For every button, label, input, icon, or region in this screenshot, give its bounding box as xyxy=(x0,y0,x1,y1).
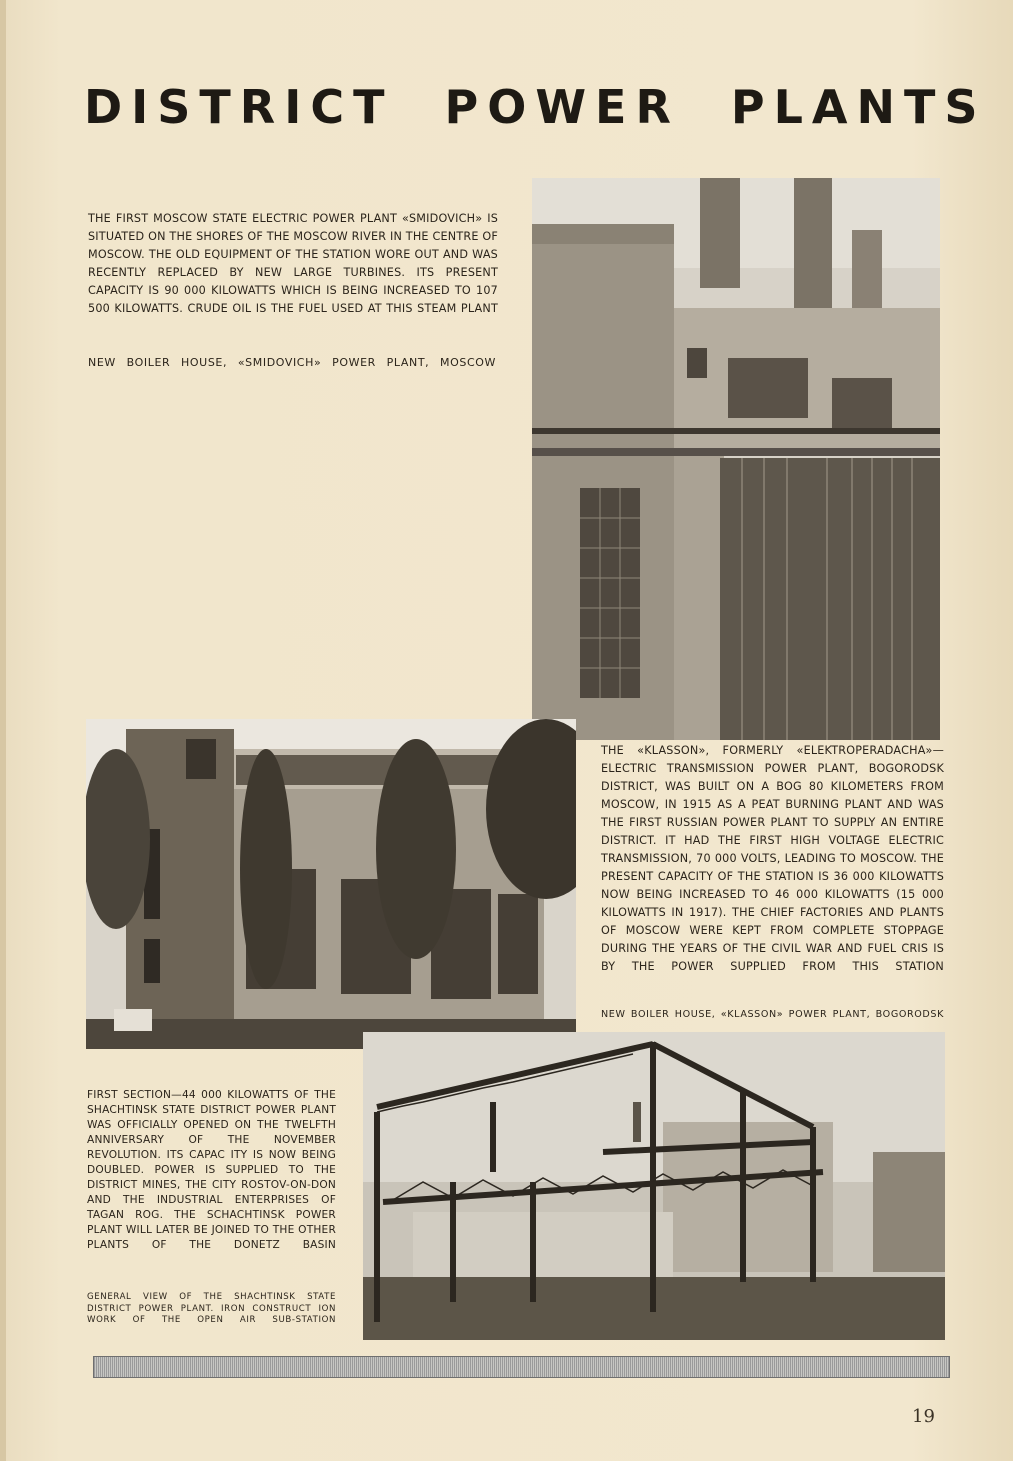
klasson-caption: NEW BOILER HOUSE, «KLASSON» POWER PLANT, BOGORODSK xyxy=(601,1009,944,1020)
klasson-description: THE «KLASSON», FORMERLY «ELEKTROPERADACHA»— ELECTRIC TRANSMISSION POWER PLANT, BOGORODSK DISTRICT, WAS BUILT ON A BOG 80 KILOMETERS FROM MOSCOW, IN 1915 AS A PEAT BURNING PLANT AND WAS THE FIRST RUSSIAN POWER PLANT TO SUPPLY AN ENTIRE DISTRICT. IT HAD THE FIRST HIGH VOLTAGE ELECTRIC TRANSMISSION, 70 000 VOLTS, LEADING TO MOSCOW. THE PRESENT CAPACITY OF THE STATION IS 36 000 KILOWATTS NOW BEING INCREASED TO 46 000 KILOWATTS (15 000 KILOWATTS IN 1917). THE CHIEF FACTORIES AND PLANTS OF MOSCOW WERE KEPT FROM COMPLETE STOPPAGE DURING THE YEARS OF THE CIVIL WAR AND FUEL CRIS IS BY THE POWER SUPPLIED FROM THIS STATION xyxy=(601,744,944,973)
klasson-boiler-house-photo xyxy=(86,719,576,1049)
shachtinsk-description: FIRST SECTION—44 000 KILOWATTS OF THE SHACHTINSK STATE DISTRICT POWER PLANT WAS OFFICIALLY OPENED ON THE TWELFTH ANNIVERSARY OF THE NOVEMBER REVOLUTION. ITS CAPAC ITY IS NOW BEING DOUBLED. POWER IS SUPPLIED TO THE DISTRICT MINES, THE CITY ROSTOV-ON-DON AND THE INDUSTRIAL ENTERPRISES OF TAGAN ROG. THE SCHACHTINSK POWER PLANT WILL LATER BE JOINED TO THE OTHER PLANTS OF THE DONETZ BASIN xyxy=(87,1089,336,1251)
page-number: 19 xyxy=(912,1406,935,1427)
shachtinsk-substation-photo xyxy=(363,1032,945,1340)
page-title: DISTRICT POWER PLANTS xyxy=(84,80,987,134)
page-binding-edge xyxy=(0,0,6,1461)
smidovich-boiler-house-photo xyxy=(532,178,940,740)
shachtinsk-caption: GENERAL VIEW OF THE SHACHTINSK STATE DISTRICT POWER PLANT. IRON CONSTRUCT ION WORK OF THE OPEN AIR SUB-STATION xyxy=(87,1292,336,1325)
decorative-rule-bar xyxy=(93,1356,950,1378)
smidovich-description: THE FIRST MOSCOW STATE ELECTRIC POWER PLANT «SMIDOVICH» IS SITUATED ON THE SHORES OF THE MOSCOW RIVER IN THE CENTRE OF MOSCOW. THE OLD EQUIPMENT OF THE STATION WORE OUT AND WAS RECENTLY REPLACED BY NEW LARGE TURBINES. ITS PRESENT CAPACITY IS 90 000 KILOWATTS WHICH IS BEING INCREASED TO 107 500 KILOWATTS. CRUDE OIL IS THE FUEL USED AT THIS STEAM PLANT xyxy=(88,212,498,315)
smidovich-caption: NEW BOILER HOUSE, «SMIDOVICH» POWER PLANT, MOSCOW xyxy=(88,356,496,369)
